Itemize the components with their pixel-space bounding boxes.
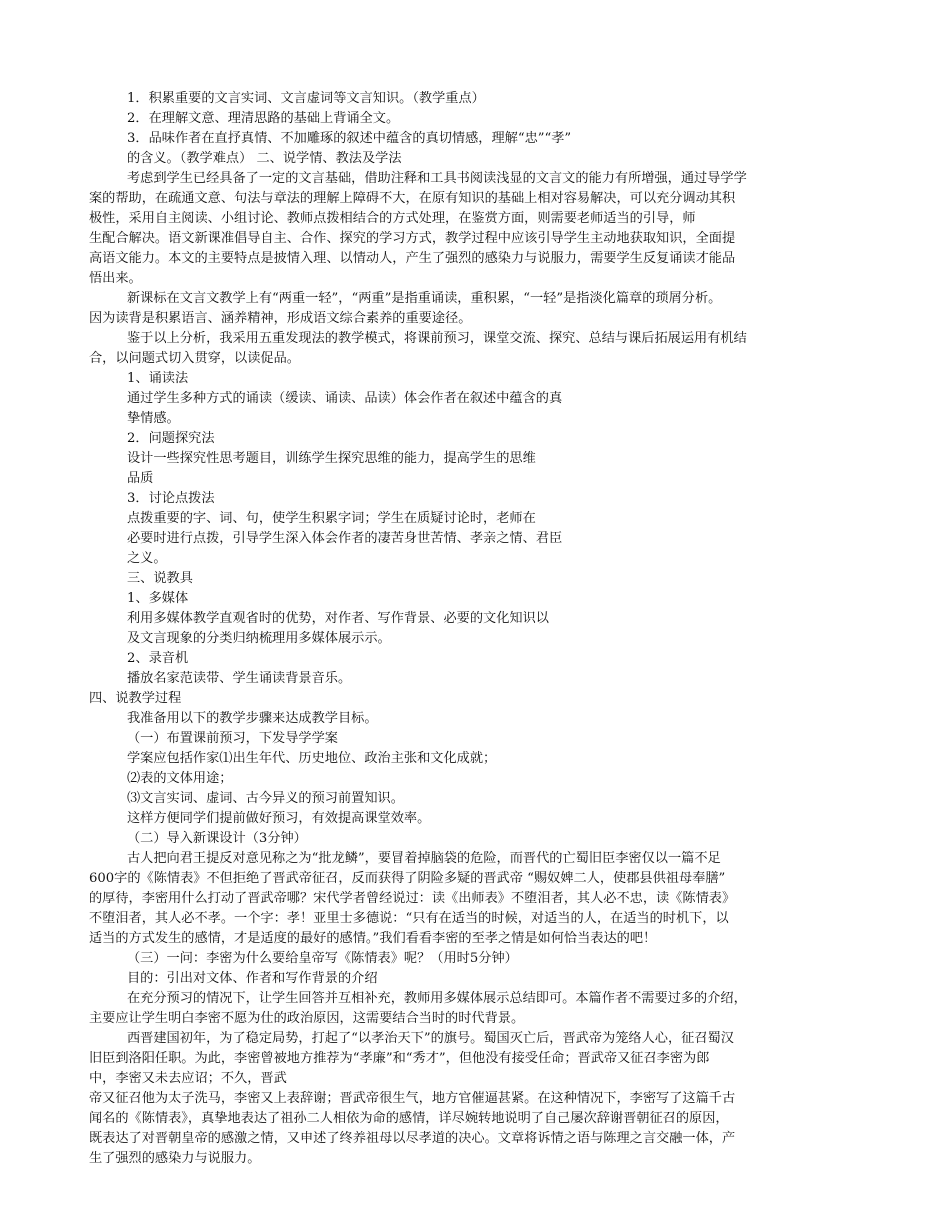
process-line: ⑵表的文体用途； (127, 771, 233, 786)
step-heading-3: （三）一问：李密为什么要给皇帝写《陈情表》呢？（用时5分钟） (127, 951, 518, 966)
paragraph-line: 案的帮助，在疏通文意、句法与章法的理解上障碍不大，在原有知识的基础上相对容易解决，可以充分调动其积 (89, 191, 736, 206)
paragraph-line: 古人把向君王提反对意见称之为“批龙鳞”，要冒着掉脑袋的危险，而晋代的亡蜀旧臣李密仅以一篇不足 (127, 851, 721, 866)
process-line: 这样方便同学们提前做好预习，有效提高课堂效率。 (127, 811, 431, 826)
paragraph-line: 因为读背是积累语言、涵养精神，形成语文综合素养的重要途径。 (89, 311, 472, 326)
paragraph-line: 生了强烈的感染力与说服力。 (89, 1151, 261, 1166)
method-line: 点拨重要的字、词、句，使学生积累字词；学生在质疑讨论时，老师在 (127, 511, 536, 526)
process-line: 我准备用以下的教学步骤来达成教学目标。 (127, 711, 378, 726)
paragraph-line: 目的：引出对文体、作者和写作背景的介绍 (127, 971, 378, 986)
paragraph-line: 合，以问题式切入贯穿，以读促品。 (89, 351, 300, 366)
paragraph-line: 适当的方式发生的感情，才是适度的最好的感情。”我们看看李密的至孝之情是如何恰当表达的吧！ (89, 931, 657, 946)
tool-heading-1: 1、多媒体 (127, 591, 189, 606)
goal-line-3: 3．品味作者在直抒真情、不加雕琢的叙述中蕴含的真切情感，理解“忠”“孝” (127, 131, 572, 146)
section-heading-process: 四、说教学过程 (89, 691, 182, 706)
paragraph-line: 在充分预习的情况下，让学生回答并互相补充，教师用多媒体展示总结即可。本篇作者不需要过多的介绍， (127, 991, 747, 1006)
paragraph-line: 不堕泪者，其人必不孝。一个字：孝！亚里士多德说：“只有在适当的时候，对适当的人，在适当的时机下，以 (89, 911, 729, 926)
paragraph-line: 生配合解决。语文新课准倡导自主、合作、探究的学习方式，教学过程中应该引导学生主动地获取知识，全面提 (89, 231, 736, 246)
paragraph-line: 高语文能力。本文的主要特点是披情入理、以情动人，产生了强烈的感染力与说服力，需要学生反复诵读才能品 (89, 251, 736, 266)
paragraph-line: 既表达了对晋朝皇帝的感激之情，又申述了终养祖母以尽孝道的决心。文章将诉情之语与陈理之言交融一体，产 (89, 1131, 736, 1146)
section-heading-tools: 三、说教具 (127, 571, 193, 586)
paragraph-line: 极性，采用自主阅读、小组讨论、教师点拨相结合的方式处理，在鉴赏方面，则需要老师适当的引导，师 (89, 211, 696, 226)
paragraph-line: 帝又征召他为太子洗马，李密又上表辞谢；晋武帝很生气，地方官催逼甚紧。在这种情况下，李密写了这篇千古 (89, 1091, 736, 1106)
method-line: 之义。 (127, 551, 167, 566)
paragraph-line: 主要应让学生明白李密不愿为仕的政治原因，这需要结合当时的时代背景。 (89, 1011, 525, 1026)
goal-line-3-cont-section-heading: 的含义。（教学难点） 二、说学情、教法及学法 (127, 151, 402, 166)
method-line: 设计一些探究性思考题目，训练学生探究思维的能力，提高学生的思维 (127, 451, 536, 466)
step-heading-2: （二）导入新课设计（3分钟） (127, 831, 307, 846)
paragraph-line: 新课标在文言文教学上有“两重一轻”，“两重”是指重诵读，重积累，“一轻”是指淡化篇章的琐屑分析。 (127, 291, 722, 306)
paragraph-line: 旧臣到洛阳任职。为此，李密曾被地方推荐为“孝廉”和“秀才”，但他没有接受任命；晋武帝又征召李密为郎 (89, 1051, 710, 1066)
paragraph-line: 中，李密又未去应诏；不久，晋武 (89, 1071, 287, 1086)
paragraph-line: 的厚待，李密用什么打动了晋武帝哪？宋代学者曾经说过：读《出师表》不堕泪者，其人必不忠，读《陈情表》 (89, 891, 736, 906)
method-line: 必要时进行点拨，引导学生深入体会作者的凄苦身世苦情、孝亲之情、君臣 (127, 531, 563, 546)
method-heading-3: 3．讨论点拨法 (127, 491, 215, 506)
paragraph-line: 600字的《陈情表》不但拒绝了晋武帝征召，反而获得了阴险多疑的晋武帝 “赐奴婢二人，使郡县供祖母奉膳” (89, 871, 726, 886)
goal-line-1: 1．积累重要的文言实词、文言虚词等文言知识。（教学重点） (127, 91, 485, 106)
tool-line: 利用多媒体教学直观省时的优势，对作者、写作背景、必要的文化知识以 (127, 611, 549, 626)
method-line: 品质 (127, 471, 154, 486)
paragraph-line: 西晋建国初年，为了稳定局势，打起了“以孝治天下”的旗号。蜀国灭亡后，晋武帝为笼络人心，征召蜀汉 (127, 1031, 734, 1046)
paragraph-line: 闻名的《陈情表》，真挚地表达了祖孙二人相依为命的感情，详尽婉转地说明了自己屡次辞谢晋朝征召的原因， (89, 1111, 729, 1126)
method-heading-1: 1、诵读法 (127, 371, 189, 386)
paragraph-line: 鉴于以上分析，我采用五重发现法的教学模式，将课前预习，课堂交流、探究、总结与课后拓展运用有机结 (127, 331, 747, 346)
method-heading-2: 2．问题探究法 (127, 431, 215, 446)
step-heading-1: （一）布置课前预习，下发导学学案 (127, 731, 338, 746)
tool-line: 及文言现象的分类归纳梳理用多媒体展示示。 (127, 631, 391, 646)
tool-line: 播放名家范读带、学生诵读背景音乐。 (127, 671, 352, 686)
method-line: 挚情感。 (127, 411, 180, 426)
process-line: ⑶文言实词、虚词、古今异义的预习前置知识。 (127, 791, 404, 806)
method-line: 通过学生多种方式的诵读（缓读、诵读、品读）体会作者在叙述中蕴含的真 (127, 391, 563, 406)
paragraph-line: 悟出来。 (89, 271, 142, 286)
paragraph-line: 考虑到学生已经具备了一定的文言基础，借助注释和工具书阅读浅显的文言文的能力有所增强，通过导学学 (127, 171, 747, 186)
tool-heading-2: 2、录音机 (127, 651, 189, 666)
process-line: 学案应包括作家⑴出生年代、历史地位、政治主张和文化成就； (127, 751, 497, 766)
goal-line-2: 2．在理解文意、理清思路的基础上背诵全文。 (127, 111, 400, 126)
